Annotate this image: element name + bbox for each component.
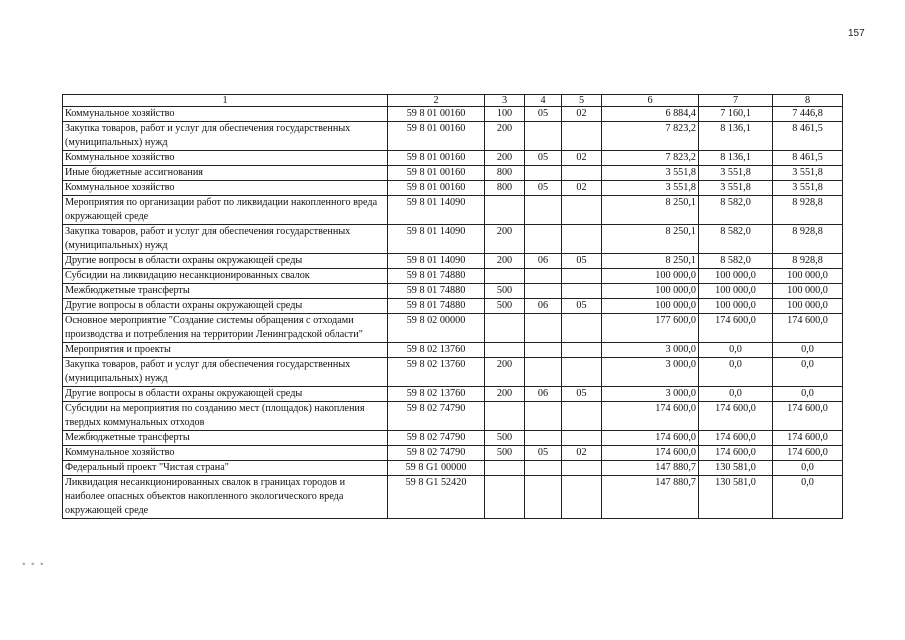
cell-code: 59 8 01 00160 xyxy=(388,151,485,166)
cell-value-8: 3 551,8 xyxy=(773,181,843,196)
cell-value-7: 8 582,0 xyxy=(699,196,773,225)
cell-value-7: 0,0 xyxy=(699,343,773,358)
cell-col5 xyxy=(562,476,602,519)
cell-value-7: 7 160,1 xyxy=(699,107,773,122)
cell-value-8: 100 000,0 xyxy=(773,299,843,314)
cell-value-7: 100 000,0 xyxy=(699,299,773,314)
cell-value-6: 100 000,0 xyxy=(602,299,699,314)
col-header-7: 7 xyxy=(699,95,773,107)
cell-value-7: 3 551,8 xyxy=(699,166,773,181)
cell-col3: 200 xyxy=(485,387,525,402)
table-row xyxy=(63,181,843,196)
cell-value-8: 0,0 xyxy=(773,476,843,519)
cell-col4 xyxy=(525,225,562,254)
cell-col5 xyxy=(562,196,602,225)
cell-value-7: 100 000,0 xyxy=(699,284,773,299)
cell-value-6: 7 823,2 xyxy=(602,122,699,151)
cell-code: 59 8 01 00160 xyxy=(388,166,485,181)
cell-col5 xyxy=(562,225,602,254)
cell-value-7: 130 581,0 xyxy=(699,461,773,476)
cell-col3 xyxy=(485,402,525,431)
cell-value-6: 100 000,0 xyxy=(602,269,699,284)
cell-value-8: 8 461,5 xyxy=(773,122,843,151)
table-row xyxy=(63,107,843,122)
cell-name: Другие вопросы в области охраны окружающей среды xyxy=(63,387,388,402)
cell-value-7: 100 000,0 xyxy=(699,269,773,284)
cell-value-7: 8 136,1 xyxy=(699,122,773,151)
cell-value-7: 8 582,0 xyxy=(699,225,773,254)
cell-value-7: 130 581,0 xyxy=(699,476,773,519)
cell-col5 xyxy=(562,284,602,299)
cell-col3 xyxy=(485,343,525,358)
cell-code: 59 8 02 00000 xyxy=(388,314,485,343)
cell-col4 xyxy=(525,122,562,151)
cell-value-7: 174 600,0 xyxy=(699,402,773,431)
cell-code: 59 8 01 00160 xyxy=(388,107,485,122)
cell-code: 59 8 01 74880 xyxy=(388,269,485,284)
col-header-6: 6 xyxy=(602,95,699,107)
cell-value-6: 3 000,0 xyxy=(602,343,699,358)
cell-col3: 500 xyxy=(485,446,525,461)
cell-col4 xyxy=(525,284,562,299)
cell-col3: 200 xyxy=(485,254,525,269)
cell-col4 xyxy=(525,343,562,358)
cell-col5: 05 xyxy=(562,299,602,314)
cell-value-6: 147 880,7 xyxy=(602,461,699,476)
cell-value-8: 8 928,8 xyxy=(773,254,843,269)
cell-code: 59 8 02 74790 xyxy=(388,431,485,446)
cell-code: 59 8 01 14090 xyxy=(388,196,485,225)
cell-code: 59 8 01 00160 xyxy=(388,181,485,196)
table-row xyxy=(63,122,843,151)
cell-col5: 05 xyxy=(562,387,602,402)
cell-col3: 500 xyxy=(485,431,525,446)
col-header-3: 3 xyxy=(485,95,525,107)
cell-col5: 05 xyxy=(562,254,602,269)
cell-col3: 200 xyxy=(485,151,525,166)
cell-name: Другие вопросы в области охраны окружающей среды xyxy=(63,299,388,314)
table-row xyxy=(63,196,843,225)
cell-value-8: 100 000,0 xyxy=(773,269,843,284)
cell-col5: 02 xyxy=(562,151,602,166)
scan-artifact: ∘ ∘ ∘ xyxy=(20,561,46,566)
cell-col4: 06 xyxy=(525,387,562,402)
table-row xyxy=(63,402,843,431)
cell-value-6: 3 000,0 xyxy=(602,358,699,387)
cell-col3 xyxy=(485,461,525,476)
cell-code: 59 8 02 74790 xyxy=(388,446,485,461)
table-row xyxy=(63,476,843,519)
budget-table xyxy=(62,94,843,519)
cell-value-6: 174 600,0 xyxy=(602,431,699,446)
cell-code: 59 8 01 14090 xyxy=(388,254,485,269)
cell-code: 59 8 01 14090 xyxy=(388,225,485,254)
cell-value-7: 0,0 xyxy=(699,387,773,402)
cell-name: Закупка товаров, работ и услуг для обеспечения государственных (муниципальных) нужд xyxy=(63,358,388,387)
cell-col5: 02 xyxy=(562,446,602,461)
table-row xyxy=(63,284,843,299)
header-row xyxy=(63,95,843,107)
cell-col3: 200 xyxy=(485,358,525,387)
cell-col4: 05 xyxy=(525,181,562,196)
cell-value-7: 174 600,0 xyxy=(699,446,773,461)
table-row xyxy=(63,299,843,314)
cell-name: Межбюджетные трансферты xyxy=(63,431,388,446)
cell-value-8: 174 600,0 xyxy=(773,446,843,461)
cell-value-8: 0,0 xyxy=(773,343,843,358)
cell-col3 xyxy=(485,269,525,284)
cell-col5 xyxy=(562,431,602,446)
cell-col3 xyxy=(485,476,525,519)
col-header-2: 2 xyxy=(388,95,485,107)
cell-col3: 200 xyxy=(485,122,525,151)
cell-col4 xyxy=(525,166,562,181)
cell-col4: 05 xyxy=(525,446,562,461)
cell-value-6: 8 250,1 xyxy=(602,225,699,254)
table-row xyxy=(63,269,843,284)
cell-value-8: 0,0 xyxy=(773,387,843,402)
cell-value-8: 100 000,0 xyxy=(773,284,843,299)
cell-name: Закупка товаров, работ и услуг для обеспечения государственных (муниципальных) нужд xyxy=(63,225,388,254)
cell-value-7: 8 582,0 xyxy=(699,254,773,269)
table-row xyxy=(63,431,843,446)
col-header-5: 5 xyxy=(562,95,602,107)
cell-code: 59 8 02 13760 xyxy=(388,343,485,358)
cell-col3: 100 xyxy=(485,107,525,122)
cell-col4: 06 xyxy=(525,299,562,314)
table-row xyxy=(63,461,843,476)
cell-name: Субсидии на ликвидацию несанкционированных свалок xyxy=(63,269,388,284)
page-number: 157 xyxy=(848,28,865,39)
cell-col5 xyxy=(562,343,602,358)
table-row xyxy=(63,358,843,387)
cell-col5: 02 xyxy=(562,107,602,122)
cell-name: Мероприятия и проекты xyxy=(63,343,388,358)
table-row xyxy=(63,343,843,358)
cell-code: 59 8 02 74790 xyxy=(388,402,485,431)
cell-col5 xyxy=(562,314,602,343)
cell-code: 59 8 01 74880 xyxy=(388,299,485,314)
cell-value-6: 177 600,0 xyxy=(602,314,699,343)
cell-value-8: 0,0 xyxy=(773,461,843,476)
col-header-1: 1 xyxy=(63,95,388,107)
cell-value-6: 174 600,0 xyxy=(602,446,699,461)
cell-value-6: 3 551,8 xyxy=(602,166,699,181)
cell-col4 xyxy=(525,461,562,476)
cell-value-6: 8 250,1 xyxy=(602,196,699,225)
table-row xyxy=(63,314,843,343)
cell-name: Коммунальное хозяйство xyxy=(63,181,388,196)
cell-col5 xyxy=(562,166,602,181)
table-row xyxy=(63,225,843,254)
cell-col4: 05 xyxy=(525,107,562,122)
table-row xyxy=(63,254,843,269)
cell-col4 xyxy=(525,476,562,519)
cell-name: Субсидии на мероприятия по созданию мест (площадок) накопления твердых коммунальных отходов xyxy=(63,402,388,431)
cell-value-6: 8 250,1 xyxy=(602,254,699,269)
cell-value-8: 8 928,8 xyxy=(773,196,843,225)
cell-value-8: 0,0 xyxy=(773,358,843,387)
cell-name: Другие вопросы в области охраны окружающей среды xyxy=(63,254,388,269)
cell-col5 xyxy=(562,402,602,431)
cell-value-8: 7 446,8 xyxy=(773,107,843,122)
cell-col5 xyxy=(562,358,602,387)
cell-col4 xyxy=(525,358,562,387)
cell-value-8: 174 600,0 xyxy=(773,431,843,446)
cell-code: 59 8 01 00160 xyxy=(388,122,485,151)
table-row xyxy=(63,446,843,461)
cell-col4 xyxy=(525,269,562,284)
cell-name: Иные бюджетные ассигнования xyxy=(63,166,388,181)
cell-col5 xyxy=(562,461,602,476)
cell-name: Межбюджетные трансферты xyxy=(63,284,388,299)
cell-col4 xyxy=(525,314,562,343)
cell-value-6: 174 600,0 xyxy=(602,402,699,431)
cell-value-7: 174 600,0 xyxy=(699,431,773,446)
cell-col4: 06 xyxy=(525,254,562,269)
cell-value-8: 174 600,0 xyxy=(773,402,843,431)
cell-value-7: 8 136,1 xyxy=(699,151,773,166)
cell-col3: 800 xyxy=(485,166,525,181)
cell-name: Ликвидация несанкционированных свалок в границах городов и наиболее опасных объектов накопленного экологического вреда окружающей среде xyxy=(63,476,388,519)
col-header-4: 4 xyxy=(525,95,562,107)
cell-code: 59 8 G1 00000 xyxy=(388,461,485,476)
cell-value-6: 3 000,0 xyxy=(602,387,699,402)
cell-name: Коммунальное хозяйство xyxy=(63,151,388,166)
cell-col3: 200 xyxy=(485,225,525,254)
cell-col4 xyxy=(525,196,562,225)
cell-name: Закупка товаров, работ и услуг для обеспечения государственных (муниципальных) нужд xyxy=(63,122,388,151)
cell-code: 59 8 02 13760 xyxy=(388,358,485,387)
cell-col4 xyxy=(525,402,562,431)
cell-code: 59 8 G1 52420 xyxy=(388,476,485,519)
table-row xyxy=(63,166,843,181)
cell-name: Мероприятия по организации работ по ликвидации накопленного вреда окружающей среде xyxy=(63,196,388,225)
cell-col5 xyxy=(562,122,602,151)
cell-col4: 05 xyxy=(525,151,562,166)
cell-col3: 800 xyxy=(485,181,525,196)
cell-col3: 500 xyxy=(485,299,525,314)
cell-code: 59 8 01 74880 xyxy=(388,284,485,299)
cell-col5 xyxy=(562,269,602,284)
cell-col3 xyxy=(485,314,525,343)
cell-col3 xyxy=(485,196,525,225)
cell-name: Коммунальное хозяйство xyxy=(63,446,388,461)
cell-col4 xyxy=(525,431,562,446)
cell-col3: 500 xyxy=(485,284,525,299)
cell-name: Федеральный проект "Чистая страна" xyxy=(63,461,388,476)
cell-code: 59 8 02 13760 xyxy=(388,387,485,402)
table-row xyxy=(63,151,843,166)
cell-value-7: 3 551,8 xyxy=(699,181,773,196)
cell-value-8: 8 461,5 xyxy=(773,151,843,166)
cell-value-6: 147 880,7 xyxy=(602,476,699,519)
col-header-8: 8 xyxy=(773,95,843,107)
cell-col5: 02 xyxy=(562,181,602,196)
cell-value-7: 174 600,0 xyxy=(699,314,773,343)
cell-value-6: 6 884,4 xyxy=(602,107,699,122)
cell-name: Коммунальное хозяйство xyxy=(63,107,388,122)
table-body xyxy=(63,107,843,519)
cell-value-7: 0,0 xyxy=(699,358,773,387)
cell-value-8: 174 600,0 xyxy=(773,314,843,343)
cell-name: Основное мероприятие "Создание системы обращения с отходами производства и потребления на территории Ленинградской области" xyxy=(63,314,388,343)
cell-value-8: 8 928,8 xyxy=(773,225,843,254)
table-row xyxy=(63,387,843,402)
cell-value-8: 3 551,8 xyxy=(773,166,843,181)
cell-value-6: 3 551,8 xyxy=(602,181,699,196)
cell-value-6: 7 823,2 xyxy=(602,151,699,166)
cell-value-6: 100 000,0 xyxy=(602,284,699,299)
